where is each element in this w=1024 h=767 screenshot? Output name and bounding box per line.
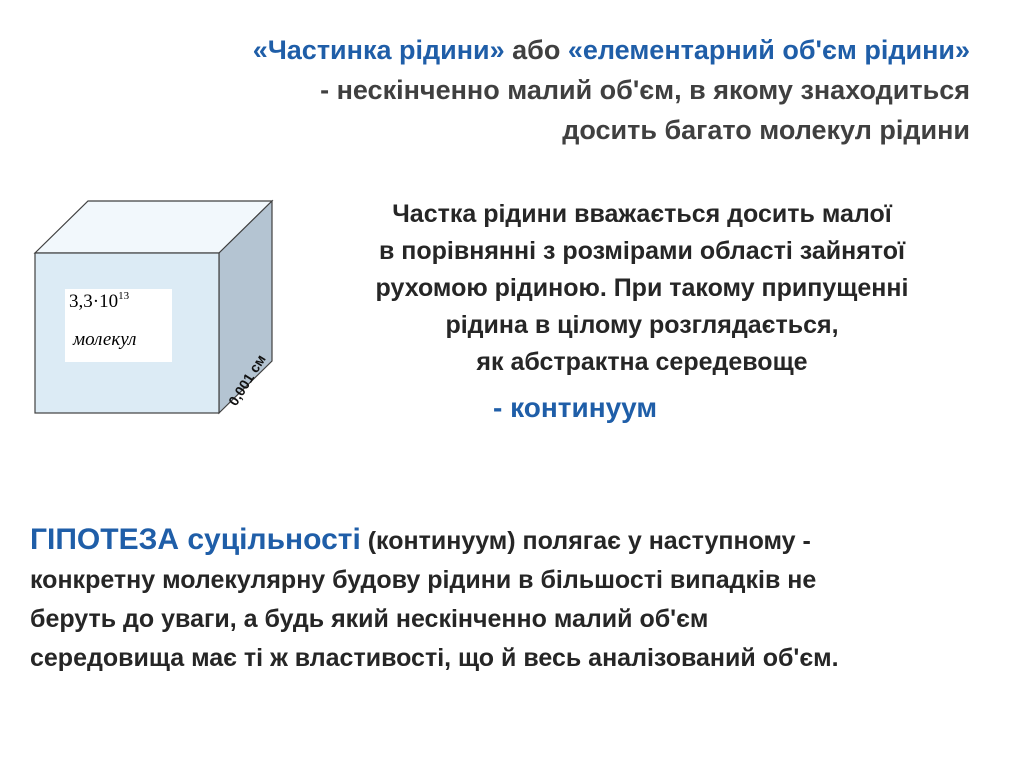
title-line-2: - нескінченно малий об'єм, в якому знаходиться [320, 75, 970, 105]
molecule-count-number [69, 290, 129, 313]
molecule-count-base: 3,3·10 [69, 291, 119, 312]
cube-dimension-label: 0,001 см [225, 351, 269, 409]
paragraph-line-5: як абстрактна середевоще [476, 348, 808, 376]
hypothesis-line-2: конкретну молекулярну будову рідини в більшості випадків не [30, 566, 817, 594]
title-line-3: досить багато молекул рідини [562, 115, 970, 145]
paragraph-line-1: Частка рідини вважається досить малої [392, 200, 892, 228]
slide-title [40, 30, 970, 150]
hypothesis-line-4: середовища має ті ж властивості, що й весь аналізований об'єм. [30, 644, 839, 672]
hypothesis-line-3: беруть до уваги, а будь який нескінченно малий об'єм [30, 605, 709, 633]
hypothesis-line-1-rest: (континуум) полягає у наступному - [360, 527, 811, 555]
hypothesis-paragraph [30, 520, 1015, 678]
term-fluid-particle: «Частинка рідини» [252, 35, 505, 65]
hypothesis-line-1 [30, 520, 1015, 561]
paragraph-line-2: в порівнянні з розмірами області зайнятої [378, 237, 906, 265]
molecule-word: молекул [73, 329, 137, 350]
paragraph-line-3: рухомою рідиною. При такому припущенні [375, 274, 909, 302]
paragraph-line-4: рідина в цілому розглядається, [445, 311, 839, 339]
term-elementary-volume: «елементарний об'єм рідини» [567, 35, 970, 65]
title-conjunction: або [504, 35, 568, 65]
molecule-count-exponent: 13 [118, 290, 130, 302]
hypothesis-heading: ГІПОТЕЗА суцільності [30, 523, 361, 556]
molecule-count-label [65, 289, 172, 362]
title-line-1 [40, 30, 970, 70]
continuum-paragraph [272, 196, 1012, 381]
continuum-term: - континуум [493, 392, 658, 423]
